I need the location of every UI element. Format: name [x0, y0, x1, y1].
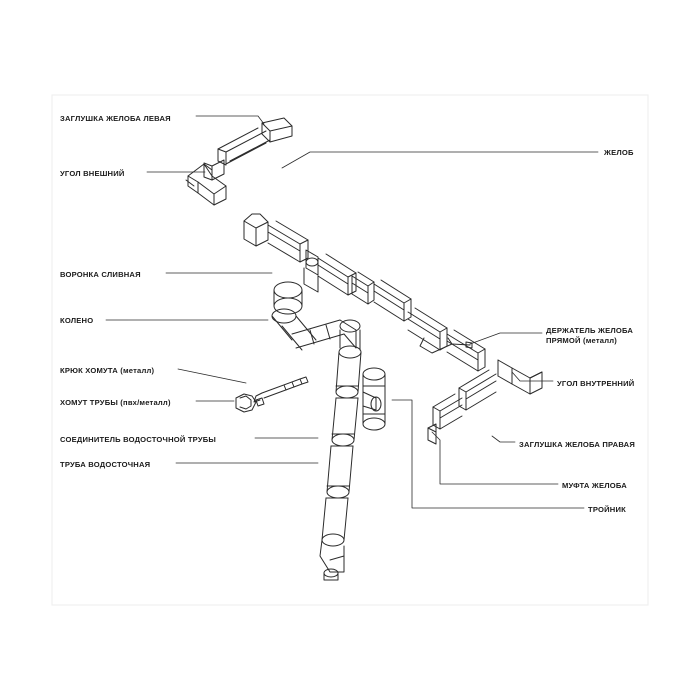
label-gutter-bracket-straight-line2: ПРЯМОЙ (металл) [546, 336, 617, 345]
label-gutter-coupler: МУФТА ЖЕЛОБА [562, 481, 627, 490]
label-clamp-hook-metal: КРЮК ХОМУТА (металл) [60, 366, 155, 375]
label-downpipe-connector: СОЕДИНИТЕЛЬ ВОДОСТОЧНОЙ ТРУБЫ [60, 435, 217, 444]
label-drain-funnel: ВОРОНКА СЛИВНАЯ [60, 270, 141, 279]
label-tee: ТРОЙНИК [588, 505, 626, 514]
label-gutter: ЖЕЛОБ [604, 148, 634, 157]
label-downpipe: ТРУБА ВОДОСТОЧНАЯ [60, 460, 151, 469]
label-gutter-bracket-straight-line1: ДЕРЖАТЕЛЬ ЖЕЛОБА [546, 326, 634, 335]
label-inner-corner: УГОЛ ВНУТРЕННИЙ [557, 379, 635, 388]
label-elbow: КОЛЕНО [60, 316, 94, 325]
label-pipe-clamp: ХОМУТ ТРУБЫ (пвх/металл) [60, 398, 171, 407]
label-gutter-end-cap-left: ЗАГЛУШКА ЖЕЛОБА ЛЕВАЯ [60, 114, 171, 123]
label-outer-corner: УГОЛ ВНЕШНИЙ [60, 169, 125, 178]
label-gutter-end-cap-right: ЗАГЛУШКА ЖЕЛОБА ПРАВАЯ [519, 440, 635, 449]
diagram-frame [52, 95, 648, 605]
